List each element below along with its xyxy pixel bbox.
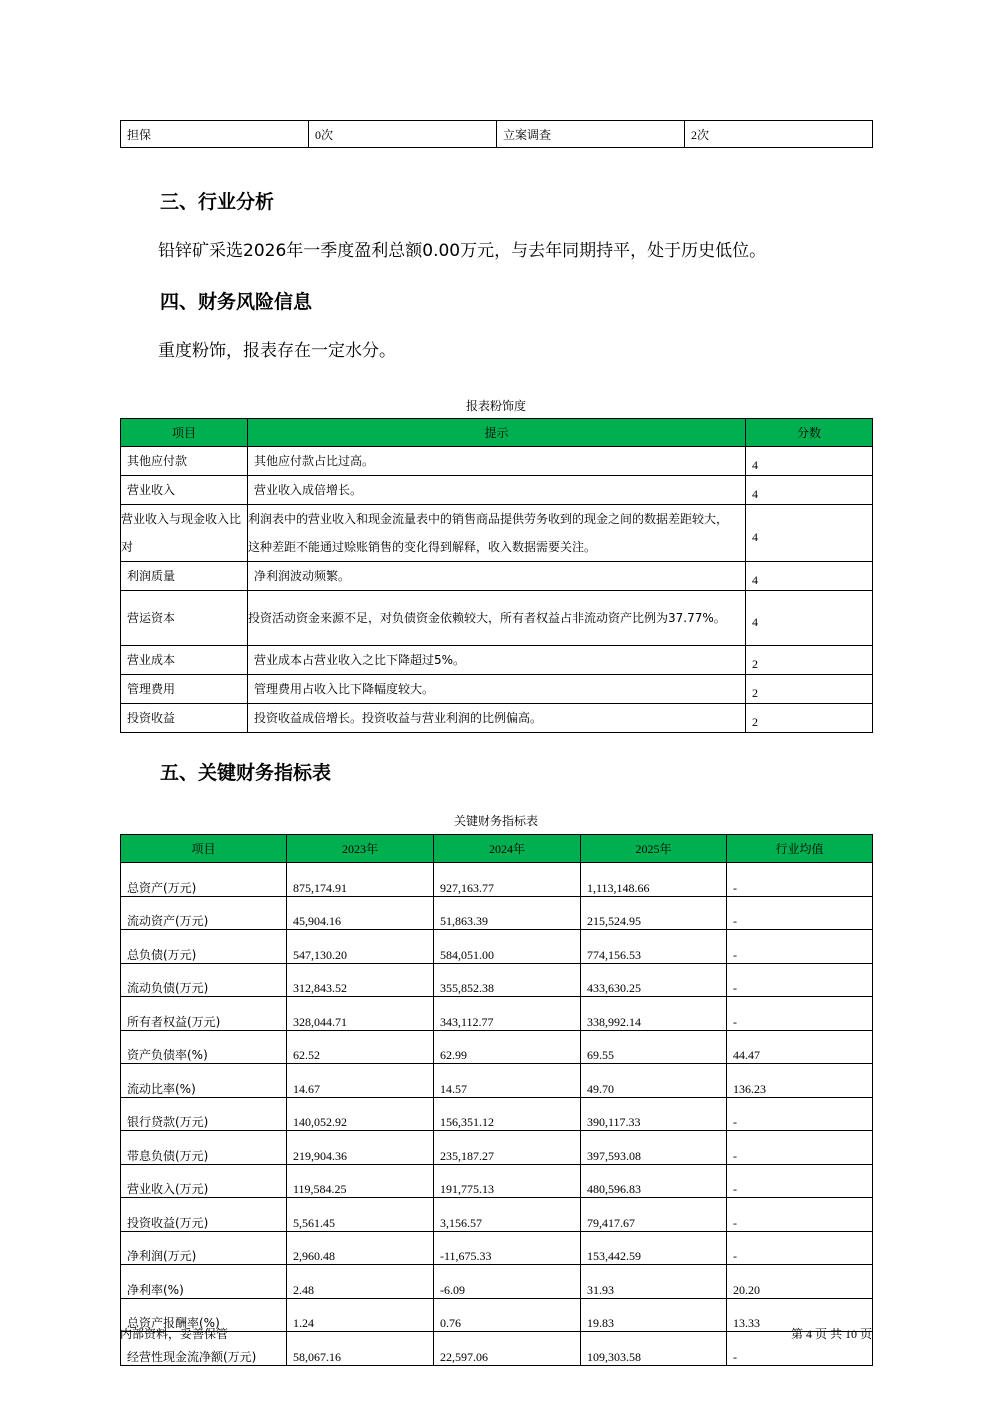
metric-value: 215,524.95 [581, 896, 727, 930]
metric-value: - [727, 1131, 873, 1165]
metric-value: - [727, 896, 873, 930]
risk-score: 4 [746, 591, 873, 646]
metric-value: 14.67 [287, 1064, 434, 1098]
column-header: 项目 [121, 835, 287, 863]
footer-page-number: 第 4 页 共 10 页 [790, 1327, 872, 1341]
metric-value: - [727, 1231, 873, 1265]
table-row [121, 896, 873, 930]
table-cell: 担保 [121, 121, 309, 148]
table-row [121, 1265, 873, 1299]
metric-value: 79,417.67 [581, 1198, 727, 1232]
metric-value: 433,630.25 [581, 963, 727, 997]
metric-value: 13.33 [727, 1298, 873, 1332]
key-financials-table [120, 834, 873, 1366]
metric-value: 62.52 [287, 1030, 434, 1064]
metric-value: 20.20 [727, 1265, 873, 1299]
footer-confidential-note: 内部资料，妥善保管 [120, 1327, 229, 1341]
metric-value: - [727, 963, 873, 997]
risk-item: 营运资本 [121, 591, 248, 646]
fin-table-caption: 关键财务指标表 [453, 814, 538, 828]
metric-name: 银行贷款(万元) [121, 1097, 287, 1131]
metric-value: 156,351.12 [434, 1097, 581, 1131]
table-row [121, 1064, 873, 1098]
risk-item: 营业收入与现金收入比对 [121, 505, 248, 562]
risk-item: 投资收益 [121, 704, 248, 733]
metric-value: 45,904.16 [287, 896, 434, 930]
metric-name: 总资产(万元) [121, 863, 287, 897]
metric-value: 1.24 [287, 1298, 434, 1332]
risk-table-caption: 报表粉饰度 [465, 399, 526, 413]
risk-hint: 营业成本占营业收入之比下降超过5%。 [248, 646, 746, 675]
legal-records-table [120, 120, 873, 148]
column-header: 提示 [248, 419, 746, 447]
metric-value: 390,117.33 [581, 1097, 727, 1131]
metric-value: - [727, 930, 873, 964]
table-row [121, 1131, 873, 1165]
metric-name: 流动负债(万元) [121, 963, 287, 997]
risk-item: 营业成本 [121, 646, 248, 675]
risk-score: 2 [746, 704, 873, 733]
metric-value: - [727, 863, 873, 897]
financial-risk-text: 重度粉饰，报表存在一定水分。 [158, 341, 396, 361]
metric-value: 2,960.48 [287, 1231, 434, 1265]
metric-value: 191,775.13 [434, 1164, 581, 1198]
metric-name: 营业收入(万元) [121, 1164, 287, 1198]
metric-value: 119,584.25 [287, 1164, 434, 1198]
table-row [121, 997, 873, 1031]
metric-value: - [727, 997, 873, 1031]
metric-name: 净利率(%) [121, 1265, 287, 1299]
metric-value: -11,675.33 [434, 1231, 581, 1265]
table-row [121, 646, 873, 675]
metric-name: 总资产报酬率(%) [121, 1298, 287, 1332]
table-row [121, 591, 873, 646]
metric-name: 经营性现金流净额(万元) [121, 1332, 287, 1366]
metric-value: 219,904.36 [287, 1131, 434, 1165]
metric-value: -6.09 [434, 1265, 581, 1299]
metric-value: 480,596.83 [581, 1164, 727, 1198]
table-row [121, 863, 873, 897]
metric-value: 338,992.14 [581, 997, 727, 1031]
column-header: 分数 [746, 419, 873, 447]
risk-hint: 管理费用占收入比下降幅度较大。 [248, 675, 746, 704]
risk-score: 4 [746, 476, 873, 505]
section-heading-financial-risk: 四、财务风险信息 [160, 291, 313, 313]
metric-value: 397,593.08 [581, 1131, 727, 1165]
table-row [121, 1097, 873, 1131]
risk-item: 利润质量 [121, 562, 248, 591]
risk-item: 营业收入 [121, 476, 248, 505]
column-header: 行业均值 [727, 835, 873, 863]
table-row [121, 476, 873, 505]
metric-value: 5,561.45 [287, 1198, 434, 1232]
metric-value: 153,442.59 [581, 1231, 727, 1265]
table-row [121, 1030, 873, 1064]
metric-value: 62.99 [434, 1030, 581, 1064]
metric-value: 343,112.77 [434, 997, 581, 1031]
table-row [121, 963, 873, 997]
section-heading-key-financials: 五、关键财务指标表 [160, 762, 332, 784]
risk-hint: 其他应付款占比过高。 [248, 447, 746, 476]
metric-value: 58,067.16 [287, 1332, 434, 1366]
table-row [121, 1231, 873, 1265]
metric-value: 109,303.58 [581, 1332, 727, 1366]
risk-hint: 营业收入成倍增长。 [248, 476, 746, 505]
table-row [121, 505, 873, 562]
metric-value: 44.47 [727, 1030, 873, 1064]
table-header-row [121, 419, 873, 447]
key-financials-body [121, 863, 873, 1366]
metric-value: 875,174.91 [287, 863, 434, 897]
metric-value: 547,130.20 [287, 930, 434, 964]
metric-value: 584,051.00 [434, 930, 581, 964]
table-header-row [121, 835, 873, 863]
metric-value: 19.83 [581, 1298, 727, 1332]
risk-hint: 利润表中的营业收入和现金流量表中的销售商品提供劳务收到的现金之间的数据差距较大，这种差距不能通过赊账销售的变化得到解释，收入数据需要关注。 [248, 505, 746, 562]
section-heading-industry-analysis: 三、行业分析 [160, 191, 275, 213]
risk-hint: 净利润波动频繁。 [248, 562, 746, 591]
metric-value: 22,597.06 [434, 1332, 581, 1366]
metric-value: 235,187.27 [434, 1131, 581, 1165]
table-row [121, 1164, 873, 1198]
table-row [121, 930, 873, 964]
metric-value: 14.57 [434, 1064, 581, 1098]
metric-name: 净利润(万元) [121, 1231, 287, 1265]
risk-score: 4 [746, 505, 873, 562]
metric-value: 31.93 [581, 1265, 727, 1299]
metric-value: - [727, 1198, 873, 1232]
metric-name: 资产负债率(%) [121, 1030, 287, 1064]
metric-value: 51,863.39 [434, 896, 581, 930]
industry-analysis-text: 铅锌矿采选2026年一季度盈利总额0.00万元，与去年同期持平，处于历史低位。 [158, 241, 767, 261]
table-row [121, 562, 873, 591]
table-cell: 0次 [309, 121, 497, 148]
column-header: 2025年 [581, 835, 727, 863]
metric-value: - [727, 1332, 873, 1366]
metric-name: 投资收益(万元) [121, 1198, 287, 1232]
risk-score: 4 [746, 447, 873, 476]
metric-name: 流动资产(万元) [121, 896, 287, 930]
metric-value: 2.48 [287, 1265, 434, 1299]
metric-name: 总负债(万元) [121, 930, 287, 964]
metric-value: 140,052.92 [287, 1097, 434, 1131]
metric-value: 312,843.52 [287, 963, 434, 997]
column-header: 项目 [121, 419, 248, 447]
table-row [121, 121, 873, 148]
metric-value: 1,113,148.66 [581, 863, 727, 897]
table-cell: 立案调查 [497, 121, 685, 148]
metric-value: 355,852.38 [434, 963, 581, 997]
metric-name: 带息负债(万元) [121, 1131, 287, 1165]
metric-name: 流动比率(%) [121, 1064, 287, 1098]
table-row [121, 675, 873, 704]
column-header: 2024年 [434, 835, 581, 863]
table-row [121, 1298, 873, 1332]
metric-value: - [727, 1164, 873, 1198]
metric-value: 328,044.71 [287, 997, 434, 1031]
table-row [121, 704, 873, 733]
risk-score: 2 [746, 646, 873, 675]
metric-value: 49.70 [581, 1064, 727, 1098]
metric-value: 3,156.57 [434, 1198, 581, 1232]
table-cell: 2次 [685, 121, 873, 148]
risk-hint: 投资活动资金来源不足，对负债资金依赖较大，所有者权益占非流动资产比例为37.77%。 [248, 591, 746, 646]
table-row [121, 1332, 873, 1366]
table-row [121, 447, 873, 476]
risk-item: 管理费用 [121, 675, 248, 704]
metric-value: 69.55 [581, 1030, 727, 1064]
table-row [121, 1198, 873, 1232]
metric-value: 0.76 [434, 1298, 581, 1332]
risk-hint: 投资收益成倍增长。投资收益与营业利润的比例偏高。 [248, 704, 746, 733]
metric-value: 774,156.53 [581, 930, 727, 964]
metric-value: 927,163.77 [434, 863, 581, 897]
metric-value: 136.23 [727, 1064, 873, 1098]
risk-score: 2 [746, 675, 873, 704]
risk-score: 4 [746, 562, 873, 591]
risk-table [120, 418, 873, 733]
column-header: 2023年 [287, 835, 434, 863]
risk-item: 其他应付款 [121, 447, 248, 476]
metric-name: 所有者权益(万元) [121, 997, 287, 1031]
metric-value: - [727, 1097, 873, 1131]
